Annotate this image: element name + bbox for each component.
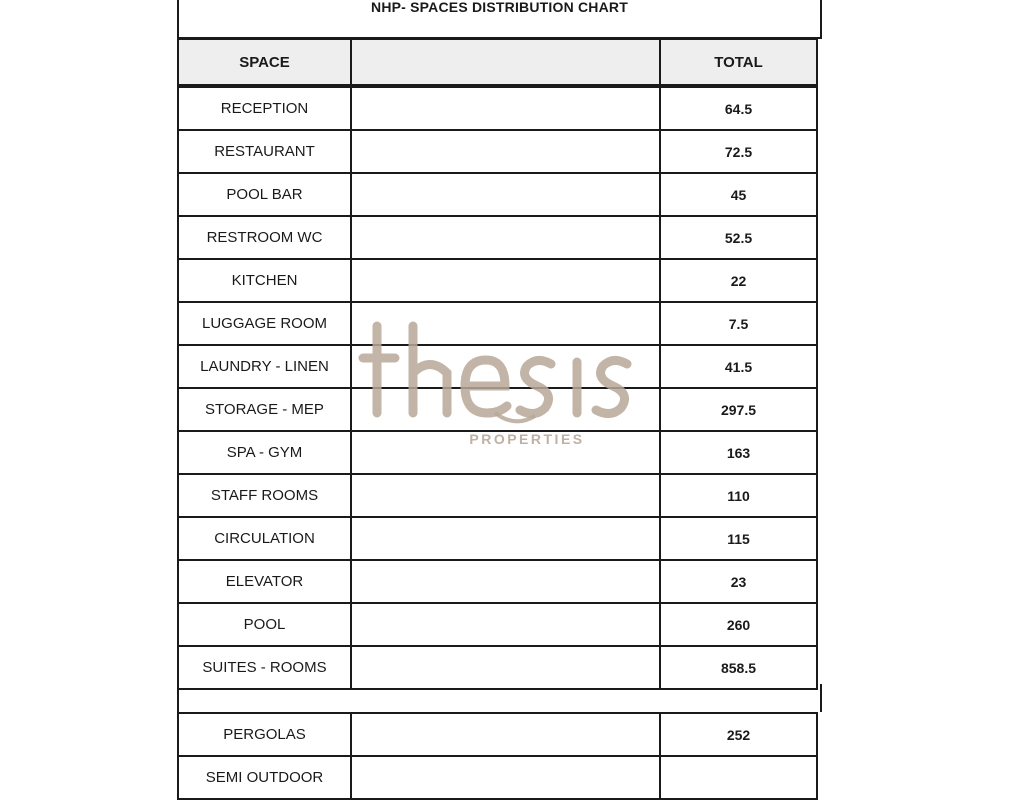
blank-cell [350, 516, 661, 561]
watermark-sub: PROPERTIES [469, 431, 585, 447]
total-cell: 45 [659, 172, 818, 217]
total-cell: 858.5 [659, 645, 818, 690]
table-row [177, 344, 822, 389]
total-cell: 115 [659, 516, 818, 561]
blank-cell [350, 258, 661, 303]
table-row [177, 473, 822, 518]
blank-cell [350, 473, 661, 518]
space-cell: KITCHEN [177, 258, 352, 303]
table-row [177, 755, 822, 800]
table-row [177, 559, 822, 604]
total-cell: 22 [659, 258, 818, 303]
space-cell: STORAGE - MEP [177, 387, 352, 432]
chart-title: NHP- SPACES DISTRIBUTION CHART [371, 0, 628, 15]
table-row [177, 215, 822, 260]
space-cell: PERGOLAS [177, 712, 352, 757]
table-row [177, 172, 822, 217]
blank-cell [350, 712, 661, 757]
table-row [177, 301, 822, 346]
table-row [177, 602, 822, 647]
space-cell: CIRCULATION [177, 516, 352, 561]
table-row [177, 430, 822, 475]
total-cell: 41.5 [659, 344, 818, 389]
blank-cell [350, 129, 661, 174]
total-cell: 64.5 [659, 86, 818, 131]
blank-cell [350, 755, 661, 800]
space-cell: POOL BAR [177, 172, 352, 217]
blank-cell [350, 602, 661, 647]
blank-cell [350, 387, 661, 432]
total-cell: 260 [659, 602, 818, 647]
total-cell: 7.5 [659, 301, 818, 346]
space-cell: SPA - GYM [177, 430, 352, 475]
blank-cell [350, 215, 661, 260]
table-row [177, 86, 822, 131]
table-gap [177, 684, 822, 712]
space-cell: RESTAURANT [177, 129, 352, 174]
table-header-row [177, 38, 822, 86]
blank-cell [350, 430, 661, 475]
total-cell: 23 [659, 559, 818, 604]
header-total: TOTAL [659, 38, 818, 86]
table-row [177, 258, 822, 303]
space-cell: POOL [177, 602, 352, 647]
total-cell: 72.5 [659, 129, 818, 174]
space-cell: LAUNDRY - LINEN [177, 344, 352, 389]
space-cell: STAFF ROOMS [177, 473, 352, 518]
table-row [177, 387, 822, 432]
total-cell: 110 [659, 473, 818, 518]
table-row [177, 129, 822, 174]
total-cell: 163 [659, 430, 818, 475]
total-cell: 252 [659, 712, 818, 757]
blank-cell [350, 301, 661, 346]
space-cell: SEMI OUTDOOR [177, 755, 352, 800]
total-cell: 52.5 [659, 215, 818, 260]
space-cell: SUITES - ROOMS [177, 645, 352, 690]
header-space: SPACE [177, 38, 352, 86]
space-cell: ELEVATOR [177, 559, 352, 604]
total-cell: 297.5 [659, 387, 818, 432]
space-cell: RECEPTION [177, 86, 352, 131]
blank-cell [350, 559, 661, 604]
chart-title-box [177, 0, 822, 39]
blank-cell [350, 86, 661, 131]
total-cell [659, 755, 818, 800]
header-middle [350, 38, 661, 86]
table-row [177, 516, 822, 561]
table-row [177, 712, 822, 757]
blank-cell [350, 172, 661, 217]
distribution-chart [177, 0, 822, 786]
space-cell: RESTROOM WC [177, 215, 352, 260]
space-cell: LUGGAGE ROOM [177, 301, 352, 346]
blank-cell [350, 344, 661, 389]
